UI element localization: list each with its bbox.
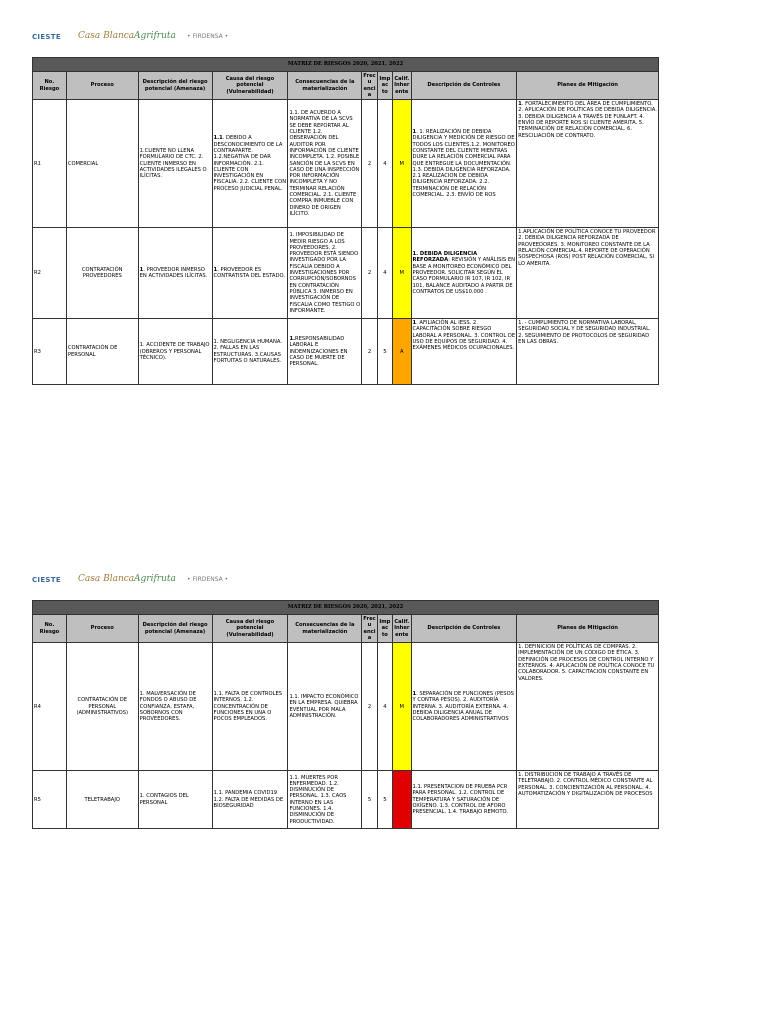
risk-frecuencia: 5 <box>362 771 377 829</box>
logo-firdensa: • FIRDENSA • <box>187 33 229 40</box>
header-controles: Descripción de Controles <box>411 615 517 643</box>
risk-planes: 1. DEFINICION DE POLÍTICAS DE COMPRAS. 2. IMPLEMENTACIÓN DE UN CÓDIGO DE ÉTICA. 3. DEFINICIÓN DE PROCESOS DE CONTROL INTERNO Y EXTERNOS. 4. APLICACIÓN DE POLÍTICA CONOCE TU COLABORADOR. 5. CAPACITACION CONSTANTE EN VALORES. <box>517 643 659 771</box>
header-proceso: Proceso <box>66 615 138 643</box>
risk-frecuencia: 2 <box>362 643 377 771</box>
header-causa: Causa del riesgo potencial (Vulnerabilidad) <box>212 615 288 643</box>
logo-casablanca: Casa Blanca <box>78 574 135 584</box>
risk-causa <box>212 228 288 319</box>
risk-descripcion: 1. CONTAGIOS DEL PERSONAL <box>138 771 212 829</box>
causa-text: . PROVEEDOR ES CONTRATISTA DEL ESTADO. <box>213 266 285 280</box>
table-row <box>33 643 659 771</box>
header-impacto: Impac to <box>377 615 392 643</box>
risk-impacto: 5 <box>377 319 392 385</box>
logo-agrifruta: Agrifruta <box>134 574 176 584</box>
table-row <box>33 771 659 829</box>
controles-text: . SEPARACIÓN DE FUNCIONES (PESOS Y CONTRA PESOS). 2. AUDITORÍA INTERNA. 3. AUDITORÍA EXTERNA. 4. DEBIDA DILIGENCIA ANUAL DE COLABORADORES ADMINISTRATIVOS <box>412 690 514 723</box>
risk-descripcion <box>138 228 212 319</box>
risk-descripcion: 1. MALVERSACIÓN DE FONDOS O ABUSO DE CONFIANZA, ESTAFA, SOBORNOS CON PROVEEDORES. <box>138 643 212 771</box>
risk-impacto: 4 <box>377 228 392 319</box>
logo-cieste: CIESTE <box>32 33 61 41</box>
header-logos <box>32 30 332 44</box>
risk-impacto: 5 <box>377 771 392 829</box>
header-calif: Calif. Inher ente <box>393 72 411 100</box>
risk-proceso: CONTRATACIÓN DE PERSONAL (ADMINISTRATIVOS) <box>66 643 138 771</box>
risk-calif: A <box>393 319 411 385</box>
risk-causa: 1.1. FALTA DE CONTROLES INTERNOS. 1.2. CONCENTRACIÓN DE FUNCIONES EN UNA O POCOS EMPLEADOS. <box>212 643 288 771</box>
risk-proceso: CONTRATACIÓN DE PERSONAL <box>66 319 138 385</box>
header-frecuencia: Frecu encia <box>363 73 376 98</box>
controles-text: : REVISIÓN Y ANÁLISIS EN BASE A MONITOREO ECONÓMICO DEL PROVEEDOR. SOLICITAR SEGÚN EL CASO FORMULARIO IR 107, IR 102, IR 101, BALANCE AUDITADO A PARTIR DE CONTRATOS DE US$10.000 . <box>412 257 516 295</box>
header-consecuencias: Consecuencias de la materialización <box>288 72 362 100</box>
risk-proceso: CONTRATACIÓN PROVEEDORES <box>66 228 138 319</box>
risk-descripcion: 1. ACCIDENTE DE TRABAJO (OBREROS Y PERSONAL TÉCNICO). <box>138 319 212 385</box>
risk-id: R3 <box>33 319 67 385</box>
risk-frecuencia: 2 <box>362 319 377 385</box>
risk-proceso: TELETRABAJO <box>66 771 138 829</box>
risk-controles <box>411 228 517 319</box>
risk-consecuencias: 1.1. MUERTES POR ENFERMEDAD. 1.2. DISMINUCIÓN DE PERSONAL. 1.3. CAOS INTERNO EN LAS FUNCIONES. 1.4. DISMINUCIÓN DE PRODUCTIVIDAD. <box>288 771 362 829</box>
consecuencias-text: RESPONSABILIDAD LABORAL E INDEMNIZACIONES EN CASO DE MUERTE DE PERSONAL. <box>289 335 348 368</box>
header-frecuencia: Frecu encia <box>363 616 376 641</box>
risk-calif: M <box>393 100 411 228</box>
risk-planes: 1.APLICACIÓN DE POLÍTICA CONOCE TU PROVEEDOR 2. DEBIDA DILIGENCIA REFORZADA DE PROVEEDORES. 3. MONITOREO CONSTANTE DE LA RELACIÓN COMERCIAL.4. REPORTE DE OPERACIÓN SOSPECHOSA (ROS) POST RELACIÓN COMERCIAL, SI LO AMERITA. <box>517 228 659 319</box>
risk-impacto: 4 <box>377 643 392 771</box>
risk-consecuencias: 1.1. DE ACUERDO A NORMATIVA DE LA SCVS SE DEBE REPORTAR AL CLIENTE 1.2. OBSERVACIÓN DEL AUDITOR POR INFORMACIÓN DE CLIENTE INCOMPLETA. 1.2. POSIBLE SANCIÓN DE LA SCVS EN CASO DE UNA INSPECCIÓN POR INFORMACIÓN INCOMPLETA Y NO TERMINAR RELACIÓN COMERCIAL. 2.1. CLIENTE COMPRA INMUEBLE CON DINERO DE ORIGEN ILÍCITO. <box>288 100 362 228</box>
lead-number: 1. <box>289 335 296 342</box>
header-descripcion: Descripción del riesgo potencial (Amenaza) <box>138 72 212 100</box>
risk-controles <box>411 100 517 228</box>
controles-text: . AFILIACIÓN AL IESS. 2. CAPACITACIÓN SOBRE RIESGO LABORAL A PERSONAL. 3. CONTROL DE USO DE EQUIPOS DE SEGURIDAD. 4. EXÁMENES MÉDICOS OCUPACIONALES. <box>412 320 516 352</box>
table-row <box>33 100 659 228</box>
lead-number: 1 <box>412 690 417 697</box>
risk-id: R5 <box>33 771 67 829</box>
risk-matrix-table <box>32 600 659 829</box>
risk-frecuencia: 2 <box>362 100 377 228</box>
logo-agrifruta: Agrifruta <box>134 31 176 41</box>
logo-casablanca: Casa Blanca <box>78 31 135 41</box>
causa-text: . DEBIDO A DESCONOCIMIENTO DE LA CONTRAPARTE. 1.2.NEGATIVA DE DAR INFORMACIÓN. 2.1. CLIENTE CON INVESTIGACIÓN EN FISCALIA. 2.2. CLIENTE CON PROCESO JUDICIAL PENAL. <box>213 135 287 192</box>
risk-consecuencias: 1. IMPOSIBILIDAD DE MEDIR RIESGO A LOS PROVEEDORES. 2. PROVEEDOR ESTÁ SIENDO INVESTIGADO POR LA FISCALIA DEBIDO A INVESTIGACIONES POR CORRUPCIÓN/SOBORNOS EN CONTRATACIÓN PÚBLICA 3. INMERSO EN INVESTIGACIÓN DE FISCALIA COMO TESTIGO O INFORMANTE. <box>288 228 362 319</box>
risk-calif <box>393 771 411 829</box>
risk-controles: 1.1. PRESENTACION DE PRUEBA PCR PARA PERSONAL. 1.2. CONTROL DE TEMPERATURA Y SATURACIÓN DE OXÍGENO. 1.3. CONTROL DE AFORO PRESENCIAL. 1.4. TRABAJO REMOTO. <box>411 771 517 829</box>
header-logos <box>32 573 332 587</box>
header-descripcion: Descripción del riesgo potencial (Amenaza) <box>138 615 212 643</box>
lead-number: 1 <box>518 101 522 108</box>
header-no: No. Riesgo <box>33 72 67 100</box>
risk-id: R2 <box>33 228 67 319</box>
header-calif: Calif. Inher ente <box>393 615 411 643</box>
lead-number: 1 <box>139 266 144 273</box>
descripcion-text: . PROVEEDOR INMERSO EN ACTIVIDADES ILÍCITAS. <box>139 266 208 280</box>
header-proceso: Proceso <box>66 72 138 100</box>
lead-number: 1.1 <box>213 135 223 142</box>
header-consecuencias: Consecuencias de la materialización <box>288 615 362 643</box>
header-controles: Descripción de Controles <box>411 72 517 100</box>
header-no: No. Riesgo <box>33 615 67 643</box>
logo-cieste: CIESTE <box>32 576 61 584</box>
risk-causa: 1. NEGLIGENCIA HUMANA. 2. FALLAS EN LAS ESTRUCTURAS. 3.CAUSAS FORTUITAS O NATURALES. <box>212 319 288 385</box>
risk-causa <box>212 100 288 228</box>
risk-causa: 1.1. PANDEMIA COVID19 1.2. FALTA DE MEDIDAS DE BIOSEGURIDAD <box>212 771 288 829</box>
table-row <box>33 228 659 319</box>
planes-text: . FORTALECIMIENTO DEL ÁREA DE CUMPLIMIENTO. 2. APLICACIÓN DE POLÍTICAS DE DEBIDA DILIGENCIA. 3. DEBIDA DILIGENCIA A TRAVÉS DE FUNLAFT. 4. ENVÍO DE REPORTE ROS SI CLIENTE AMERITA. 5. TERMINACIÓN DE RELACIÓN COMERCIAL. 6. RESCILIACIÓN DE CONTRATO. <box>518 101 657 139</box>
risk-planes: 1. - CUMPLIMIENTO DE NORMATIVA LABORAL, SEGURIDAD SOCIAL Y DE SEGURIDAD INDUSTRIAL. 2. SEGUIMIENTO DE PROTOCOLOS DE SEGURIDAD EN LAS OBRAS. <box>517 319 659 385</box>
risk-planes: 1. DISTRIBUCION DE TRABAJO A TRAVÉS DE TELETRABAJO. 2. CONTROL MÉDICO CONSTANTE AL PERSONAL. 3. CONCIENTIZACIÓN AL PERSONAL. 4. AUTOMATIZACIÓN Y DIGITALIZACIÓN DE PROCESOS <box>517 771 659 829</box>
risk-calif: M <box>393 228 411 319</box>
risk-matrix-table <box>32 57 659 385</box>
risk-descripcion: 1.CLIENTE NO LLENA FORMULARIO DE CTC. 2. CLIENTE INMERSO EN ACTIVIDADES ILEGALES O ILÍCITAS. <box>138 100 212 228</box>
risk-calif: M <box>393 643 411 771</box>
risk-impacto: 4 <box>377 100 392 228</box>
header-planes: Planes de Mitigación <box>517 72 659 100</box>
matrix-title: MATRIZ DE RIESGOS 2020, 2021, 2022 <box>33 601 659 615</box>
lead-number: 1 <box>412 320 417 327</box>
risk-proceso: COMERCIAL <box>66 100 138 228</box>
header-causa: Causa del riesgo potencial (Vulnerabilidad) <box>212 72 288 100</box>
risk-id: R1 <box>33 100 67 228</box>
header-impacto: Impac to <box>377 72 392 100</box>
risk-consecuencias: 1.1. IMPACTO ECONÓMICO EN LA EMPRESA. QUIEBRA EVENTUAL POR MALA ADMINISTRACIÓN. <box>288 643 362 771</box>
header-planes: Planes de Mitigación <box>517 615 659 643</box>
risk-controles <box>411 643 517 771</box>
lead-number: 1 <box>412 129 417 136</box>
controles-text: . 1. REALIZACIÓN DE DEBIDA DILIGENCIA Y MEDICIÓN DE RIESGO DE TODOS LOS CLIENTES.1.2. MONITOREO CONSTANTE DEL CLIENTE MIENTRAS DURE LA RELACIÓN COMERCIAL PARA QUE ENTREGUE LA DOCUMENTACIÓN. 1.3. DEBIDA DILIGENCIA REFORZADA. 2.1 REALIZACION DE DEBIDA DILIGENCIA REFORZADA. 2.2. TERMINACIÓN DE RELACIÓN COMERCIAL. 2.3. ENVÍO DE ROS <box>412 129 515 199</box>
logo-firdensa: • FIRDENSA • <box>187 576 229 583</box>
risk-consecuencias <box>288 319 362 385</box>
table-row <box>33 319 659 385</box>
risk-frecuencia: 2 <box>362 228 377 319</box>
risk-id: R4 <box>33 643 67 771</box>
lead-text: 1. DEBIDA DILIGENCIA REFORZADA <box>412 251 478 264</box>
matrix-title: MATRIZ DE RIESGOS 2020, 2021, 2022 <box>33 58 659 72</box>
risk-controles <box>411 319 517 385</box>
lead-number: 1 <box>213 266 218 273</box>
risk-planes <box>517 100 659 228</box>
